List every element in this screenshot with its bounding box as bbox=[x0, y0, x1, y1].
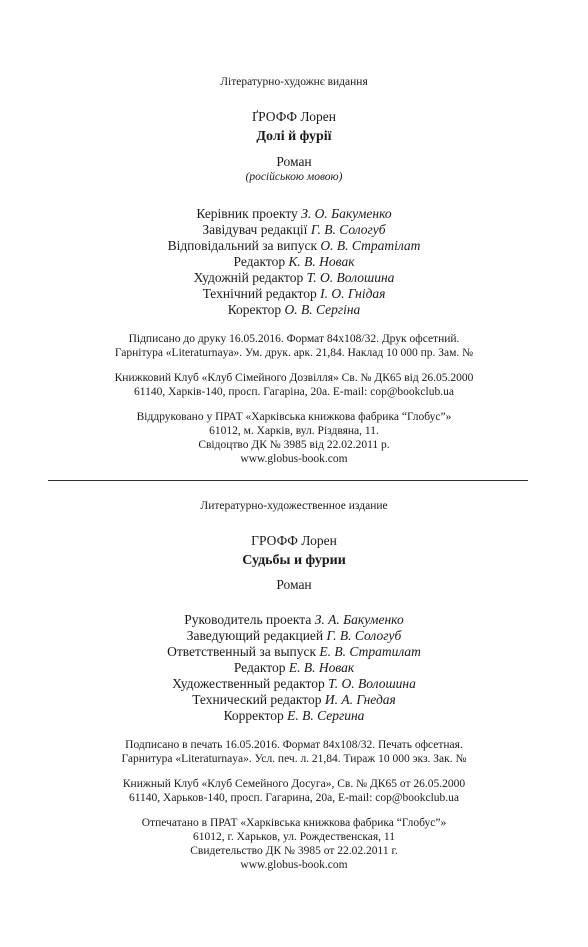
ru-print-info-line: Гарнитура «Literaturnaya». Усл. печ. л. 21,84. Тираж 10 000 экз. Зак. № bbox=[121, 753, 467, 765]
ua-credit-line: Коректор О. В. Сергіна bbox=[227, 302, 361, 317]
ua-print-info-line: Гарнітура «Literaturnaya». Ум. друк. арк. 21,84. Наклад 10 000 пр. Зам. № bbox=[114, 347, 474, 359]
ru-publisher-line: 61140, Харьков-140, просп. Гагарина, 20а, E-mail: cop@bookclub.ua bbox=[128, 792, 460, 804]
ua-language-note: (російською мовою) bbox=[245, 171, 343, 183]
ua-printer-line: Віддруковано у ПРАТ «Харківська книжкова фабрика “Глобус”» bbox=[136, 411, 452, 423]
ru-author: ГРОФФ Лорен bbox=[251, 533, 337, 548]
ru-printer-line: Отпечатано в ПРАТ «Харківська книжкова фабрика “Глобус”» bbox=[141, 817, 447, 829]
ru-credit-line: Редактор Е. В. Новак bbox=[233, 660, 355, 675]
ua-credit-line: Керівник проекту З. О. Бакуменко bbox=[196, 206, 392, 221]
ru-credit-line: Ответственный за выпуск Е. В. Стратилат bbox=[167, 644, 421, 659]
ru-printer-line: 61012, г. Харьков, ул. Рождественская, 11 bbox=[193, 831, 395, 843]
ua-credit-line: Відповідальний за випуск О. В. Стратілат bbox=[167, 238, 421, 253]
ua-publisher-line: Книжковий Клуб «Клуб Сімейного Дозвілля» Св. № ДК65 від 26.05.2000 bbox=[114, 372, 474, 384]
ua-credit-line: Технічний редактор І. О. Гнідая bbox=[202, 286, 386, 301]
ua-genre: Роман bbox=[276, 154, 312, 169]
ru-book-title: Судьбы и фурии bbox=[242, 553, 346, 568]
ru-edition-type: Литературно-художественное издание bbox=[200, 500, 388, 512]
ru-printer-line: Свидетельство ДК № 3985 от 22.02.2011 г. bbox=[190, 845, 398, 857]
ru-credit-line: Корректор Е. В. Сергина bbox=[223, 708, 365, 723]
ru-print-info-line: Подписано в печать 16.05.2016. Формат 84х108/32. Печать офсетная. bbox=[125, 739, 463, 751]
ua-print-info-line: Підписано до друку 16.05.2016. Формат 84х108/32. Друк офсетний. bbox=[128, 333, 460, 345]
ua-printer-line: Свідоцтво ДК № 3985 від 22.02.2011 р. bbox=[198, 439, 390, 451]
ru-credit-line: Художественный редактор Т. О. Волошина bbox=[172, 676, 416, 691]
ua-printer-line: 61012, м. Харків, вул. Різдвяна, 11. bbox=[209, 425, 379, 437]
ua-publisher-line: 61140, Харків-140, просп. Гагаріна, 20а. E-mail: cop@bookclub.ua bbox=[134, 386, 454, 398]
ua-credit-line: Редактор К. В. Новак bbox=[233, 254, 355, 269]
ua-credit-line: Завідувач редакції Г. В. Сологуб bbox=[202, 222, 386, 237]
ru-credit-line: Технический редактор И. А. Гнедая bbox=[192, 692, 396, 707]
ru-credit-line: Заведующий редакцией Г. В. Сологуб bbox=[186, 628, 402, 643]
ua-author: ҐРОФФ Лорен bbox=[252, 109, 336, 124]
ru-publisher-line: Книжный Клуб «Клуб Семейного Досуга», Св. № ДК65 от 26.05.2000 bbox=[122, 778, 466, 790]
ua-book-title: Долі й фурії bbox=[256, 129, 332, 144]
section-divider bbox=[48, 480, 528, 481]
ru-printer-line: www.globus-book.com bbox=[240, 859, 348, 871]
ru-credit-line: Руководитель проекта З. А. Бакуменко bbox=[184, 612, 404, 627]
ru-genre: Роман bbox=[276, 577, 312, 592]
ua-credit-line: Художній редактор Т. О. Волошина bbox=[193, 270, 395, 285]
ua-printer-line: www.globus-book.com bbox=[240, 453, 348, 465]
ua-edition-type: Літературно-художнє видання bbox=[220, 76, 368, 88]
